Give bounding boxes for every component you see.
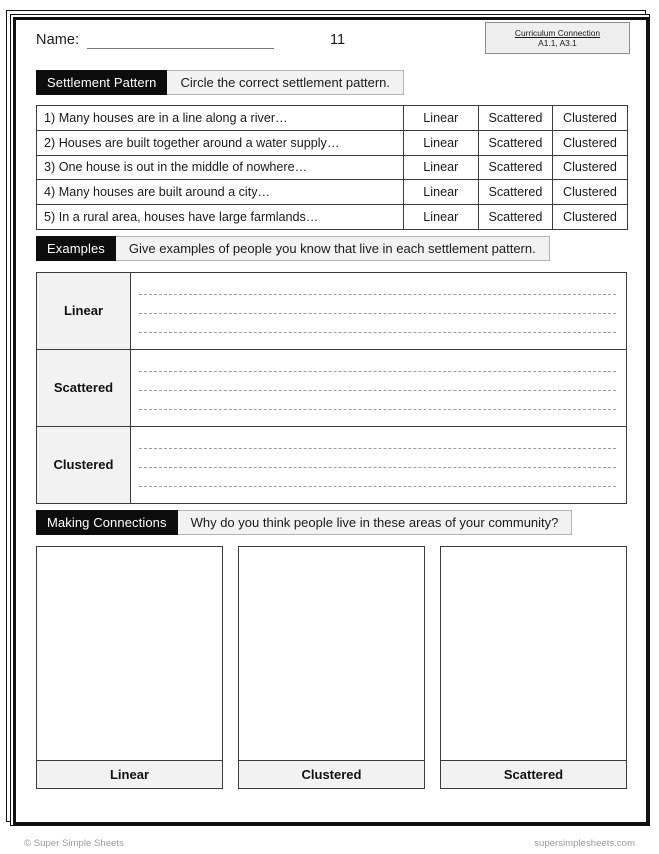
examples-label-linear: Linear xyxy=(37,272,131,349)
option-scattered[interactable]: Scattered xyxy=(478,180,553,205)
page-footer xyxy=(0,832,659,854)
examples-answer-linear[interactable] xyxy=(131,272,627,349)
writing-line xyxy=(139,294,616,295)
curriculum-connection-title: Curriculum Connection xyxy=(514,27,601,38)
worksheet-header xyxy=(30,22,632,64)
drawing-caption-scattered: Scattered xyxy=(441,760,626,788)
section-header-examples xyxy=(36,236,632,261)
option-clustered[interactable]: Clustered xyxy=(553,106,628,131)
option-linear[interactable]: Linear xyxy=(404,155,479,180)
section-tag-making-connections: Making Connections xyxy=(36,510,178,535)
question-text: 5) In a rural area, houses have large farmlands… xyxy=(37,205,404,230)
drawing-caption-clustered: Clustered xyxy=(239,760,424,788)
writing-line xyxy=(139,332,616,333)
section-header-making-connections xyxy=(36,510,632,535)
option-clustered[interactable]: Clustered xyxy=(553,180,628,205)
table-row xyxy=(37,106,628,131)
question-text: 1) Many houses are in a line along a river… xyxy=(37,106,404,131)
table-row xyxy=(37,180,628,205)
option-linear[interactable]: Linear xyxy=(404,106,479,131)
examples-answer-scattered[interactable] xyxy=(131,349,627,426)
writing-line xyxy=(139,486,616,487)
footer-website: supersimplesheets.com xyxy=(534,837,635,849)
drawing-boxes-row xyxy=(36,546,627,789)
writing-line xyxy=(139,467,616,468)
option-clustered[interactable]: Clustered xyxy=(553,155,628,180)
option-linear[interactable]: Linear xyxy=(404,205,479,230)
footer-copyright: © Super Simple Sheets xyxy=(24,837,124,849)
table-row xyxy=(37,272,627,349)
option-linear[interactable]: Linear xyxy=(404,130,479,155)
section-desc-examples: Give examples of people you know that live in each settlement pattern. xyxy=(116,236,550,261)
table-row xyxy=(37,155,628,180)
examples-label-scattered: Scattered xyxy=(37,349,131,426)
option-linear[interactable]: Linear xyxy=(404,180,479,205)
curriculum-connection-codes: A1.1, A3.1 xyxy=(538,38,577,48)
page-number: 11 xyxy=(330,32,346,48)
option-scattered[interactable]: Scattered xyxy=(478,205,553,230)
settlement-pattern-table xyxy=(36,105,628,230)
name-label: Name: xyxy=(36,32,80,48)
drawing-box-scattered[interactable] xyxy=(440,546,627,789)
drawing-canvas-clustered[interactable] xyxy=(239,547,424,760)
table-row xyxy=(37,130,628,155)
writing-line xyxy=(139,313,616,314)
question-text: 4) Many houses are built around a city… xyxy=(37,180,404,205)
writing-line xyxy=(139,390,616,391)
option-scattered[interactable]: Scattered xyxy=(478,155,553,180)
section-tag-settlement-pattern: Settlement Pattern xyxy=(36,70,167,95)
examples-label-clustered: Clustered xyxy=(37,426,131,503)
option-clustered[interactable]: Clustered xyxy=(553,130,628,155)
examples-table xyxy=(36,272,627,504)
table-row xyxy=(37,349,627,426)
question-text: 3) One house is out in the middle of nowhere… xyxy=(37,155,404,180)
examples-answer-clustered[interactable] xyxy=(131,426,627,503)
section-desc-making-connections: Why do you think people live in these areas of your community? xyxy=(178,510,573,535)
option-clustered[interactable]: Clustered xyxy=(553,205,628,230)
table-row xyxy=(37,426,627,503)
option-scattered[interactable]: Scattered xyxy=(478,130,553,155)
table-row xyxy=(37,205,628,230)
writing-line xyxy=(139,448,616,449)
question-text: 2) Houses are built together around a water supply… xyxy=(37,130,404,155)
curriculum-connection-box xyxy=(485,22,630,54)
section-tag-examples: Examples xyxy=(36,236,116,261)
worksheet-content xyxy=(18,22,644,820)
drawing-box-linear[interactable] xyxy=(36,546,223,789)
drawing-box-clustered[interactable] xyxy=(238,546,425,789)
option-scattered[interactable]: Scattered xyxy=(478,106,553,131)
section-desc-settlement-pattern: Circle the correct settlement pattern. xyxy=(167,70,404,95)
writing-line xyxy=(139,371,616,372)
drawing-caption-linear: Linear xyxy=(37,760,222,788)
writing-line xyxy=(139,409,616,410)
section-header-settlement-pattern xyxy=(36,70,632,95)
drawing-canvas-scattered[interactable] xyxy=(441,547,626,760)
drawing-canvas-linear[interactable] xyxy=(37,547,222,760)
name-input-line[interactable] xyxy=(87,48,274,49)
